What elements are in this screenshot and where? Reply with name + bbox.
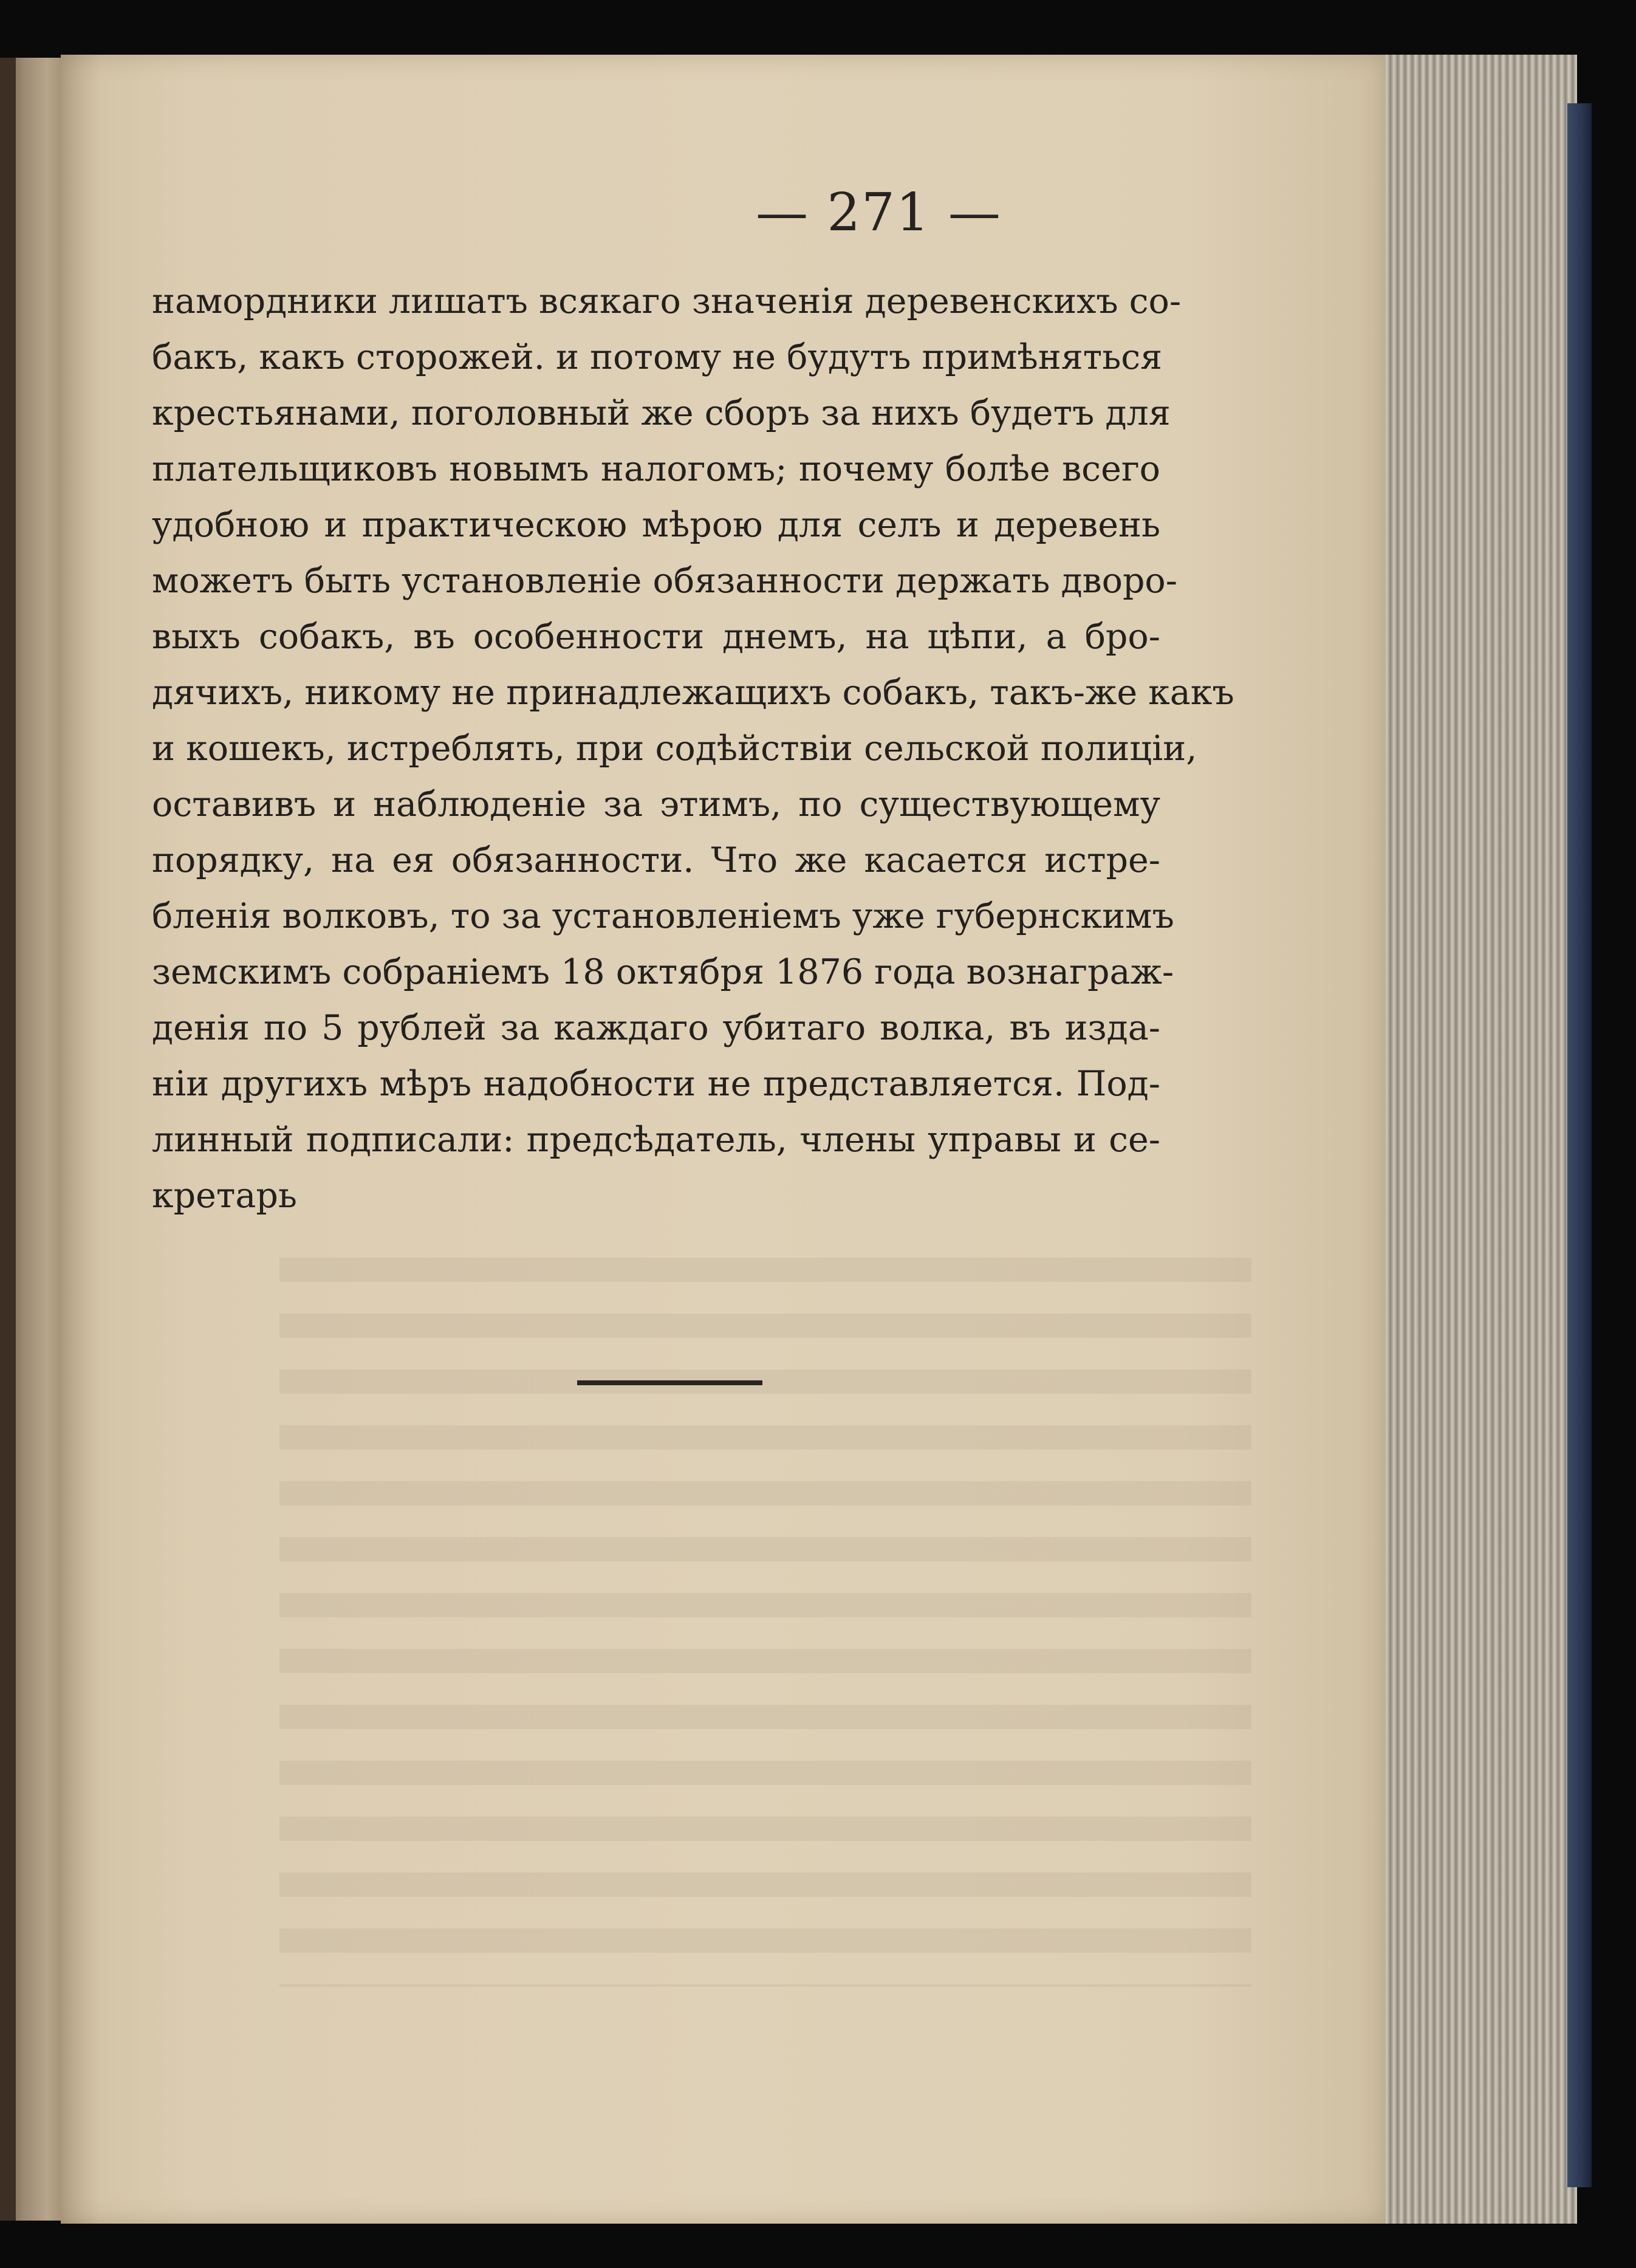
page-stack-edge	[1379, 55, 1577, 2224]
text-line: порядку, на ея обязанности. Что же касается истре-	[152, 840, 1160, 880]
text-line: кретарь	[152, 1176, 297, 1216]
text-line: оставивъ и наблюденіе за этимъ, по существующему	[152, 784, 1160, 824]
text-line: дячихъ, никому не принадлежащихъ собакъ, такъ-же какъ	[152, 673, 1234, 713]
page-text	[152, 273, 1234, 1224]
text-line: денія по 5 рублей за каждаго убитаго волка, въ изда-	[152, 1008, 1160, 1048]
bleed-through	[279, 1258, 1251, 1987]
text-line: удобною и практическою мѣрою для селъ и деревень	[152, 505, 1160, 545]
text-line: намордники лишатъ всякаго значенія деревенскихъ со-	[152, 281, 1182, 321]
book-cover-edge	[1567, 103, 1592, 2187]
section-divider	[577, 1380, 762, 1385]
text-line: земскимъ собраніемъ 18 октября 1876 года вознаграж-	[152, 952, 1174, 992]
text-line: выхъ собакъ, въ особенности днемъ, на цѣпи, а бро-	[152, 617, 1160, 657]
previous-page-edge	[0, 58, 69, 2221]
text-line: бакъ, какъ сторожей. и потому не будутъ примѣняться	[152, 337, 1163, 377]
text-line: можетъ быть установленіе обязанности держать дворо-	[152, 561, 1178, 601]
text-line: крестьянами, поголовный же сборъ за нихъ будетъ для	[152, 393, 1171, 433]
text-line: плательщиковъ новымъ налогомъ; почему болѣе всего	[152, 449, 1160, 489]
text-line: ніи другихъ мѣръ надобности не представляется. Под-	[152, 1064, 1160, 1104]
text-line: бленія волковъ, то за установленіемъ уже губернскимъ	[152, 896, 1174, 936]
text-line: и кошекъ, истреблять, при содѣйствіи сельской полиціи,	[152, 728, 1197, 769]
page-number: — 271 —	[756, 182, 1002, 243]
book-spine	[0, 58, 16, 2221]
text-line: линный подписали: предсѣдатель, члены управы и се-	[152, 1120, 1160, 1160]
